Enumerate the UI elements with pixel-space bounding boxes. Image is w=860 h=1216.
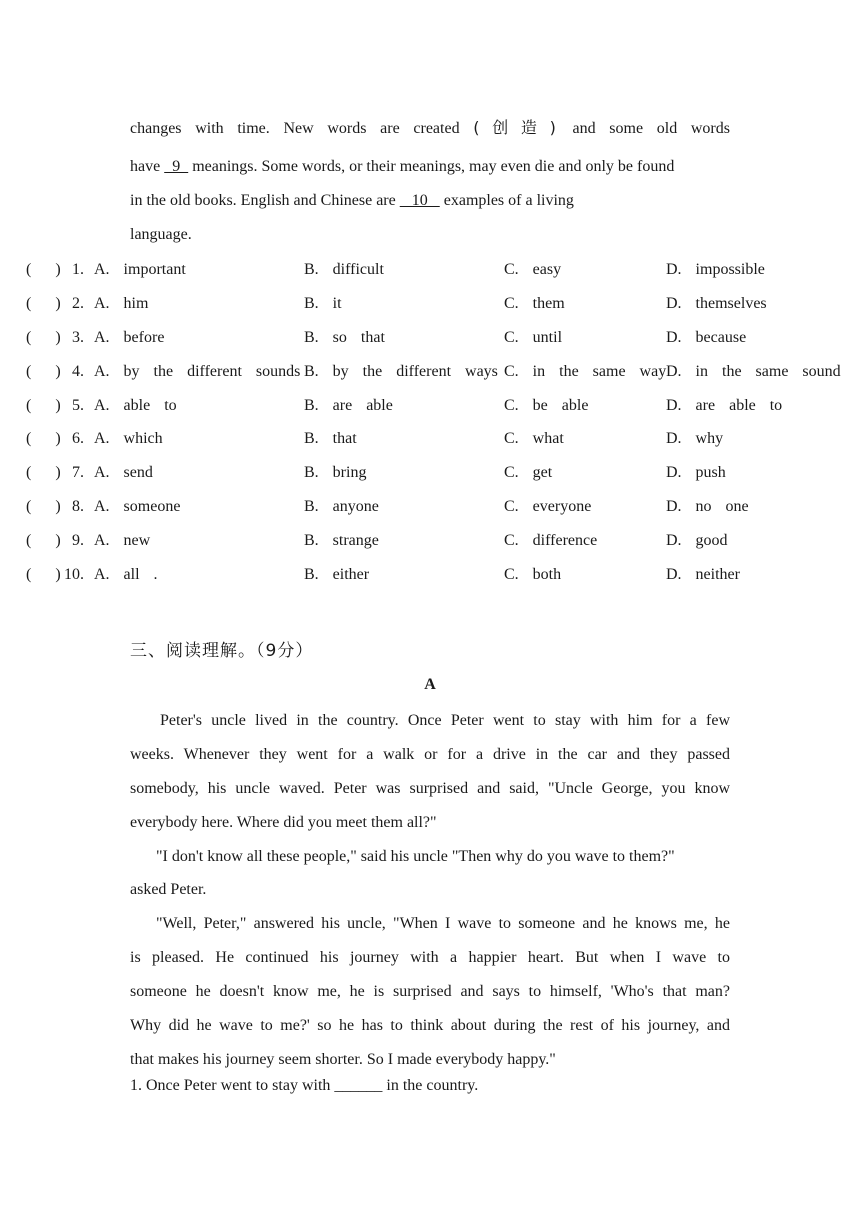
option-d: D. in the same sound bbox=[666, 363, 841, 380]
option-row bbox=[0, 462, 860, 484]
option-a: A. him bbox=[94, 295, 149, 312]
option-d: D. no one bbox=[666, 498, 749, 515]
question-1: 1. Once Peter went to stay with ______ in the country. bbox=[130, 1077, 479, 1094]
option-row bbox=[0, 395, 860, 417]
option-a: A. new bbox=[94, 532, 151, 549]
option-row bbox=[0, 530, 860, 552]
question-number: 4. bbox=[72, 363, 84, 380]
question-number: 5. bbox=[72, 397, 84, 414]
question-number: 10. bbox=[64, 566, 84, 583]
chinese-gloss: (创造) bbox=[473, 118, 559, 137]
option-a: A. important bbox=[94, 261, 186, 278]
passage-line: "Well, Peter," answered his uncle, "When I wave to someone and he knows me, he bbox=[156, 915, 730, 932]
passage-line: is pleased. He continued his journey with a happier heart. But when I wave to bbox=[130, 949, 730, 966]
question-number: 1. bbox=[72, 261, 84, 278]
question-number: 9. bbox=[72, 532, 84, 549]
cloze-text: language. bbox=[130, 226, 192, 243]
option-b: B. difficult bbox=[304, 261, 384, 278]
option-d: D. because bbox=[666, 329, 747, 346]
passage-line: everybody here. Where did you meet them all?" bbox=[130, 814, 437, 831]
option-c: C. get bbox=[504, 464, 553, 481]
passage-line: that makes his journey seem shorter. So I made everybody happy." bbox=[130, 1051, 556, 1068]
blank-10: 10 bbox=[399, 192, 440, 209]
option-a: A. which bbox=[94, 430, 163, 447]
option-b: B. it bbox=[304, 295, 342, 312]
answer-paren: ( ) bbox=[26, 329, 61, 346]
option-b: B. strange bbox=[304, 532, 379, 549]
passage-line: weeks. Whenever they went for a walk or for a drive in the car and they passed bbox=[130, 746, 730, 763]
option-a: A. able to bbox=[94, 397, 177, 414]
option-a: A. send bbox=[94, 464, 153, 481]
option-b: B. that bbox=[304, 430, 357, 447]
option-c: C. until bbox=[504, 329, 563, 346]
option-d: D. impossible bbox=[666, 261, 765, 278]
cloze-text: have bbox=[130, 158, 165, 175]
cloze-line-2 bbox=[130, 157, 730, 177]
option-b: B. bring bbox=[304, 464, 367, 481]
answer-paren: ( ) bbox=[26, 532, 61, 549]
cloze-text: in the old books. English and Chinese are bbox=[130, 192, 396, 209]
option-b: B. either bbox=[304, 566, 370, 583]
option-d: D. themselves bbox=[666, 295, 767, 312]
option-b: B. so that bbox=[304, 329, 385, 346]
option-a: A. all . bbox=[94, 566, 158, 583]
passage-line: someone he doesn't know me, he is surprised and says to himself, 'Who's that man? bbox=[130, 983, 730, 1000]
option-d: D. neither bbox=[666, 566, 740, 583]
blank-9: 9 bbox=[164, 158, 189, 175]
question-number: 8. bbox=[72, 498, 84, 515]
option-a: A. by the different sounds bbox=[94, 363, 301, 380]
option-row bbox=[0, 327, 860, 349]
option-row bbox=[0, 496, 860, 518]
option-b: B. are able bbox=[304, 397, 393, 414]
option-c: C. them bbox=[504, 295, 565, 312]
option-c: C. difference bbox=[504, 532, 598, 549]
answer-paren: ( ) bbox=[26, 397, 61, 414]
cloze-text: changes with time. New words are created bbox=[130, 120, 460, 137]
answer-paren: ( ) bbox=[26, 464, 61, 481]
option-row bbox=[0, 361, 860, 383]
passage-title: A bbox=[424, 676, 436, 693]
option-row bbox=[0, 293, 860, 315]
cloze-text: and some old words bbox=[572, 120, 730, 137]
section-title: 三、阅读理解。（9分） bbox=[130, 641, 314, 661]
option-row bbox=[0, 564, 860, 586]
answer-paren: ( ) bbox=[26, 430, 61, 447]
option-d: D. why bbox=[666, 430, 724, 447]
option-b: B. anyone bbox=[304, 498, 379, 515]
answer-paren: ( ) bbox=[26, 295, 61, 312]
cloze-text: examples of a living bbox=[439, 192, 574, 209]
option-d: D. good bbox=[666, 532, 728, 549]
option-c: C. both bbox=[504, 566, 562, 583]
passage-line: somebody, his uncle waved. Peter was surprised and said, "Uncle George, you know bbox=[130, 780, 730, 797]
option-c: C. be able bbox=[504, 397, 589, 414]
option-c: C. everyone bbox=[504, 498, 592, 515]
cloze-line-4 bbox=[130, 225, 730, 245]
question-number: 7. bbox=[72, 464, 84, 481]
option-c: C. in the same way bbox=[504, 363, 667, 380]
option-b: B. by the different ways bbox=[304, 363, 498, 380]
option-a: A. someone bbox=[94, 498, 181, 515]
option-row bbox=[0, 259, 860, 281]
passage-line: Peter's uncle lived in the country. Once Peter went to stay with him for a few bbox=[160, 712, 730, 729]
answer-paren: ( ) bbox=[26, 566, 61, 583]
question-number: 3. bbox=[72, 329, 84, 346]
option-d: D. push bbox=[666, 464, 726, 481]
passage-line: asked Peter. bbox=[130, 881, 207, 898]
answer-paren: ( ) bbox=[26, 363, 61, 380]
passage-line: "I don't know all these people," said his uncle "Then why do you wave to them?" bbox=[156, 848, 675, 865]
cloze-line-3 bbox=[130, 191, 730, 211]
question-number: 6. bbox=[72, 430, 84, 447]
option-d: D. are able to bbox=[666, 397, 783, 414]
cloze-text: meanings. Some words, or their meanings, may even die and only be found bbox=[188, 158, 675, 175]
answer-paren: ( ) bbox=[26, 498, 61, 515]
passage-line: Why did he wave to me?' so he has to think about during the rest of his journey, and bbox=[130, 1017, 730, 1034]
option-c: C. easy bbox=[504, 261, 562, 278]
cloze-line-1 bbox=[130, 118, 730, 139]
option-row bbox=[0, 428, 860, 450]
question-number: 2. bbox=[72, 295, 84, 312]
option-a: A. before bbox=[94, 329, 165, 346]
answer-paren: ( ) bbox=[26, 261, 61, 278]
option-c: C. what bbox=[504, 430, 564, 447]
